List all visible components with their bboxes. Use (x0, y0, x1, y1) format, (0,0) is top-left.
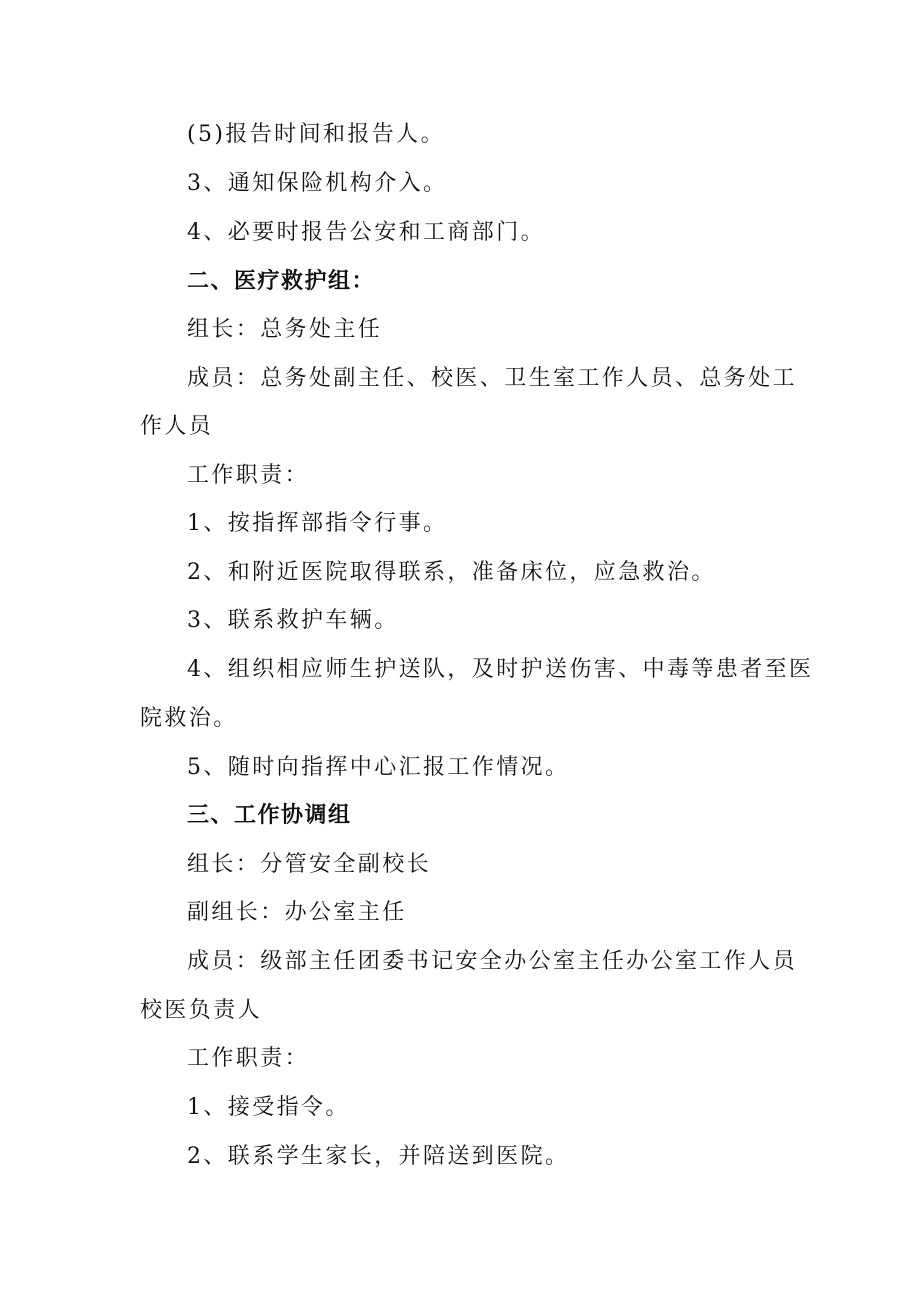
medical-members-continued: 作人员 (140, 414, 214, 439)
coordination-members-continued: 校医负责人 (140, 998, 263, 1023)
medical-rescue-heading: 二、医疗救护组： (187, 269, 376, 294)
report-time-item: (5)报告时间和报告人。 (187, 122, 445, 147)
medical-duties-label: 工作职责： (187, 463, 310, 488)
coordination-duty-2: 2、联系学生家长，并陪送到医院。 (187, 1144, 570, 1169)
notify-insurance-item: 3、通知保险机构介入。 (187, 171, 448, 196)
coordination-duty-1: 1、接受指令。 (187, 1095, 350, 1120)
medical-duty-3: 3、联系救护车辆。 (187, 608, 399, 633)
medical-members: 成员：总务处副主任、校医、卫生室工作人员、总务处工 (187, 366, 798, 391)
medical-duty-1: 1、按指挥部指令行事。 (187, 511, 448, 536)
coordination-duties-label: 工作职责： (187, 1046, 310, 1071)
coordination-members: 成员：级部主任团委书记安全办公室主任办公室工作人员 (187, 949, 798, 974)
coordination-leader: 组长：分管安全副校长 (187, 852, 432, 877)
medical-leader: 组长：总务处主任 (187, 317, 383, 342)
medical-duty-2: 2、和附近医院取得联系，准备床位，应急救治。 (187, 560, 716, 585)
report-police-item: 4、必要时报告公安和工商部门。 (187, 220, 545, 245)
medical-duty-5: 5、随时向指挥中心汇报工作情况。 (187, 755, 570, 780)
coordination-deputy-leader: 副组长：办公室主任 (187, 900, 407, 925)
medical-duty-4-continued: 院救治。 (140, 706, 238, 731)
medical-duty-4: 4、组织相应师生护送队，及时护送伤害、中毒等患者至医 (187, 657, 814, 682)
coordination-heading: 三、工作协调组 (187, 803, 352, 828)
